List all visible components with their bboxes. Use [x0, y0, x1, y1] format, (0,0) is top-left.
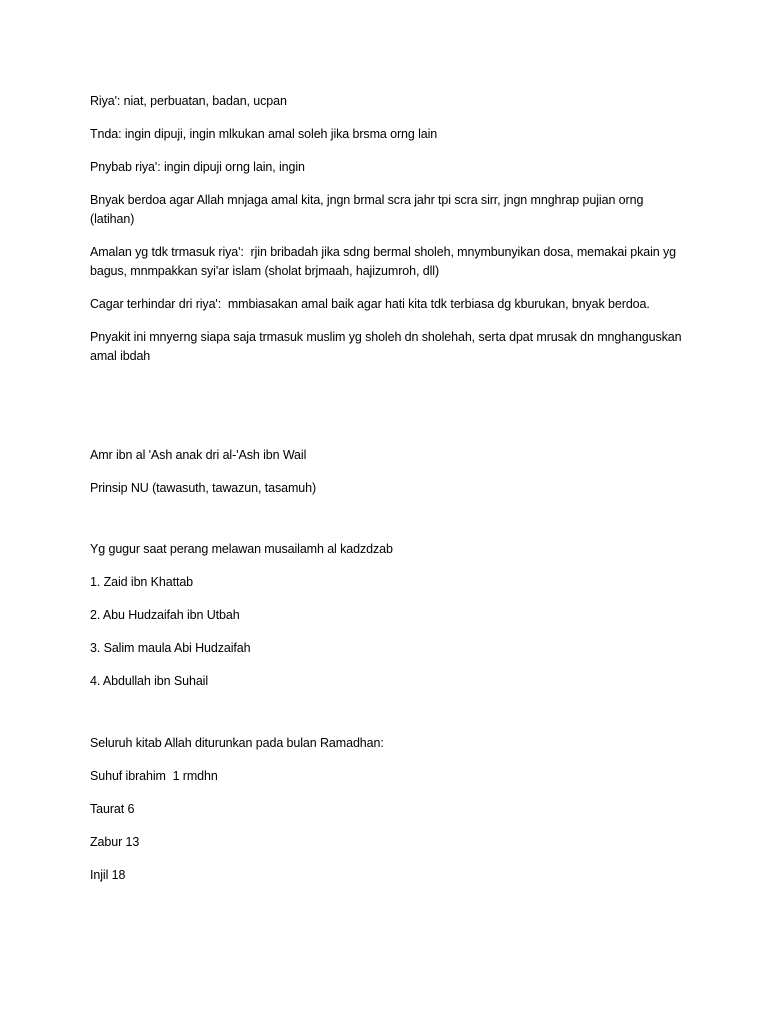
riya-exceptions: Amalan yg tdk trmasuk riya': rjin bribadah jika sdng bermal sholeh, mnymbunyikan dosa, memakai pkain yg bagus, mnmpakkan syi'ar islam (sholat brjmaah, hajizumroh, dll): [90, 245, 680, 278]
list-item: 3. Salim maula Abi Hudzaifah: [90, 641, 251, 655]
amr-ibn-al-ash: Amr ibn al 'Ash anak dri al-'Ash ibn Wail: [90, 448, 307, 462]
list-item: 4. Abdullah ibn Suhail: [90, 674, 209, 688]
prinsip-nu: Prinsip NU (tawasuth, tawazun, tasamuh): [90, 481, 317, 495]
list-item: 1. Zaid ibn Khattab: [90, 575, 194, 589]
riya-avoidance: Cagar terhindar dri riya': mmbiasakan amal baik agar hati kita tdk terbiasa dg kburukan, bnyak berdoa.: [90, 297, 650, 311]
riya-disease: Pnyakit ini mnyerng siapa saja trmasuk muslim yg sholeh dn sholehah, serta dpat mrusak dn mnghanguskan amal ibdah: [90, 330, 685, 363]
list-item: Injil 18: [90, 868, 126, 882]
riya-prevention-prayer: Bnyak berdoa agar Allah mnjaga amal kita, jngn brmal scra jahr tpi scra sirr, jngn mnghrap pujian orng (latihan): [90, 193, 647, 226]
document-body: [90, 92, 690, 899]
riya-causes: Pnybab riya': ingin dipuji orng lain, ingin: [90, 160, 305, 174]
riya-signs: Tnda: ingin dipuji, ingin mlkukan amal soleh jika brsma orng lain: [90, 127, 438, 141]
list-item: Taurat 6: [90, 802, 135, 816]
list-item: Suhuf ibrahim 1 rmdhn: [90, 769, 218, 783]
spacer: [90, 380, 690, 446]
kitab-heading: Seluruh kitab Allah diturunkan pada bulan Ramadhan:: [90, 736, 384, 750]
riya-definition: Riya': niat, perbuatan, badan, ucpan: [90, 94, 287, 108]
spacer: [90, 705, 690, 734]
gugur-heading: Yg gugur saat perang melawan musailamh al kadzdzab: [90, 542, 393, 556]
list-item: Zabur 13: [90, 835, 140, 849]
list-item: 2. Abu Hudzaifah ibn Utbah: [90, 608, 240, 622]
spacer: [90, 512, 690, 540]
